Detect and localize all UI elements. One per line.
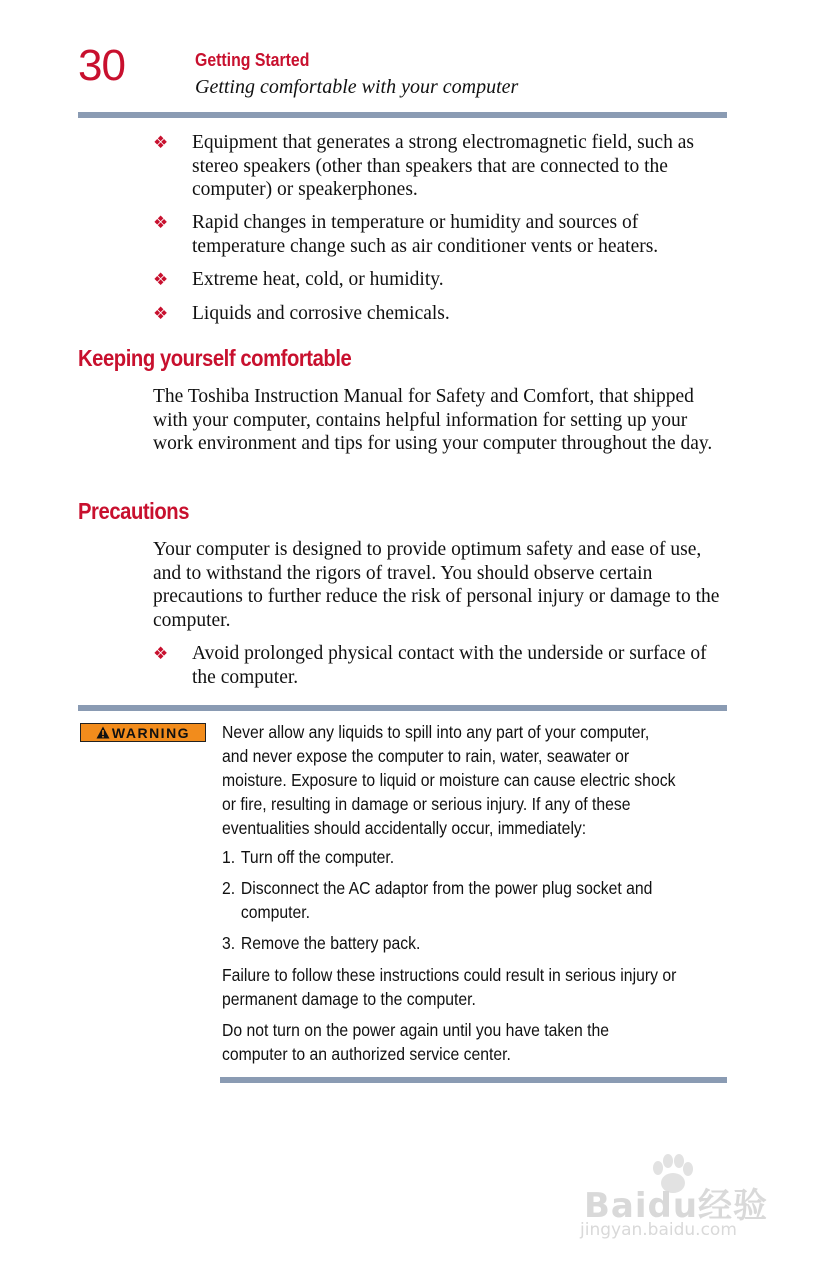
watermark-url: jingyan.baidu.com: [580, 1220, 737, 1240]
bullet-item: [153, 131, 723, 202]
warning-step: [222, 876, 690, 924]
chapter-title: Getting Started: [195, 50, 310, 70]
warning-step: [222, 931, 690, 955]
watermark: [580, 1150, 780, 1250]
bullet-item: [153, 642, 723, 689]
bullet-diamond-icon: ❖: [153, 644, 169, 663]
warning-badge: [80, 723, 206, 742]
warning-failure-text: Failure to follow these instructions could result in serious injury or permanent damage to the computer.: [222, 965, 677, 1009]
bullet-diamond-icon: ❖: [153, 213, 169, 232]
warning-label: WARNING: [111, 724, 191, 741]
comfort-paragraph: The Toshiba Instruction Manual for Safety and Comfort, that shipped with your computer, contains helpful information for setting up your work environment and tips for using your computer throughout the day.: [153, 386, 713, 454]
warning-bottom-rule: [220, 1077, 727, 1083]
bullet-text: Avoid prolonged physical contact with the underside or surface of the computer.: [192, 643, 707, 688]
bullet-diamond-icon: ❖: [153, 304, 169, 323]
warning-top-rule: [78, 705, 727, 711]
bullet-item: [153, 211, 723, 258]
bullet-item: [153, 268, 723, 292]
warning-intro: Never allow any liquids to spill into any part of your computer, and never expose the computer to rain, water, seawater or moisture. Exposure to liquid or moisture can cause electric shock or fire, resulting in damage or serious injury. If any of these eventualities should accidentally occur, immediately:: [222, 722, 676, 838]
warning-triangle-icon: [96, 726, 110, 739]
step-number: 2.: [222, 878, 236, 898]
bullet-diamond-icon: ❖: [153, 133, 169, 152]
bullet-text: Equipment that generates a strong electromagnetic field, such as stereo speakers (other than speakers that are connected to the computer) or speakerphones.: [192, 132, 694, 200]
comfort-heading: Keeping yourself comfortable: [78, 345, 352, 371]
bullet-text: Extreme heat, cold, or humidity.: [192, 269, 444, 290]
step-number: 3.: [222, 933, 236, 953]
step-number: 1.: [222, 847, 236, 867]
warning-final-text: Do not turn on the power again until you have taken the computer to an authorized service center.: [222, 1020, 610, 1064]
section-subtitle: Getting comfortable with your computer: [195, 76, 519, 98]
step-text: Remove the battery pack.: [240, 933, 421, 953]
bullet-item: [153, 302, 723, 326]
bullet-text: Rapid changes in temperature or humidity and sources of temperature change such as air conditioner vents or heaters.: [192, 212, 659, 257]
precautions-paragraph: Your computer is designed to provide optimum safety and ease of use, and to withstand the rigors of travel. You should observe certain precautions to further reduce the risk of personal injury or damage to the computer.: [153, 539, 720, 631]
precautions-heading: Precautions: [78, 498, 190, 524]
step-text: Disconnect the AC adaptor from the power plug socket and computer.: [240, 878, 653, 922]
bullet-text: Liquids and corrosive chemicals.: [192, 303, 450, 324]
page-number: 30: [78, 41, 125, 90]
bullet-diamond-icon: ❖: [153, 270, 169, 289]
header-rule: [78, 112, 727, 118]
warning-step: [222, 845, 690, 869]
step-text: Turn off the computer.: [240, 847, 395, 867]
watermark-brand: Baidu经验: [584, 1186, 769, 1226]
